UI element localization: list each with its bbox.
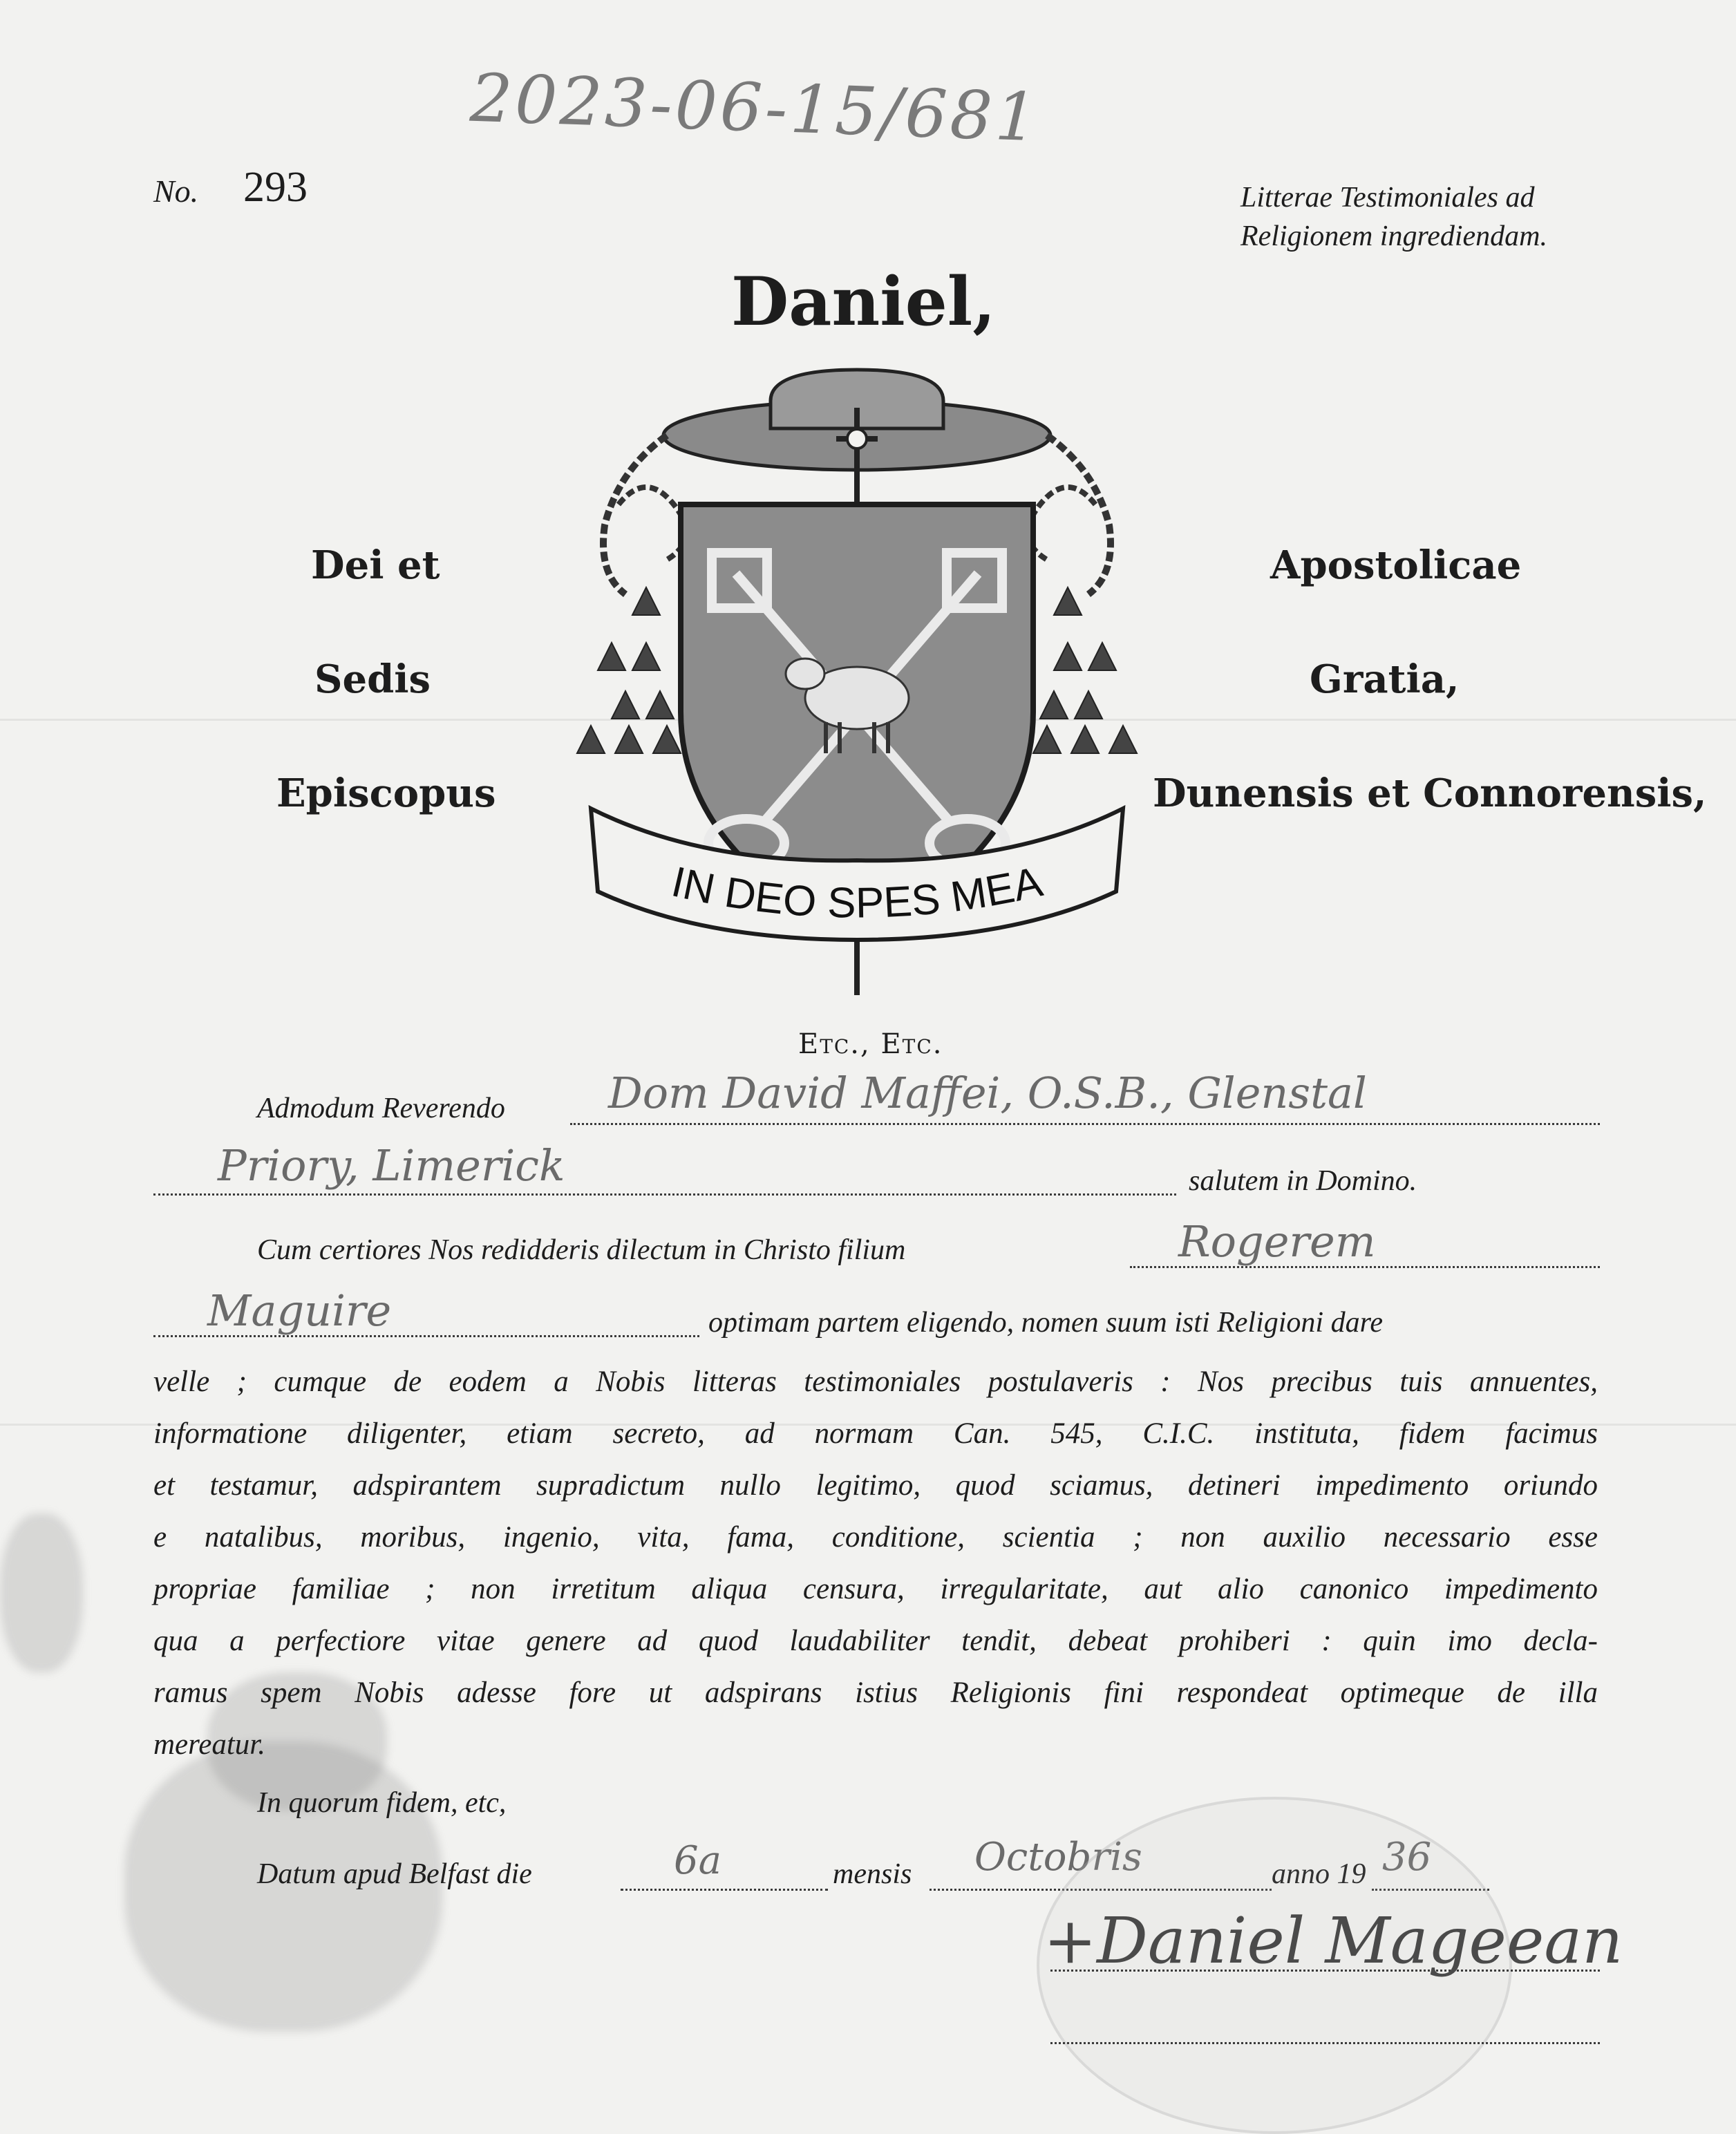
body-line: ramus spem Nobis adesse fore ut adspirans istius Religionis fini respondeat optimeque de illa [153, 1677, 1598, 1709]
motto: IN DEO SPES MEA [667, 858, 1047, 927]
number-label: No. [153, 173, 199, 209]
addressee-location: Priory, Limerick [218, 1140, 565, 1191]
clause-continuation: optimam partem eligendo, nomen suum isti Religioni dare [708, 1307, 1384, 1339]
body-line: mereatur. [153, 1728, 266, 1761]
archive-number: 2023-06-15/681 [469, 59, 1041, 157]
dating-month: Octobris [974, 1835, 1142, 1880]
dating-day: 6a [674, 1838, 722, 1883]
page-title: Daniel, [731, 263, 996, 341]
addressee-label: Admodum Reverendo [257, 1093, 505, 1124]
addressee-name: Dom David Maffei, O.S.B., Glenstal [608, 1068, 1367, 1118]
body-line: qua a perfectiore vitae genere ad quod laudabiliter tendit, debeat prohiberi : quin imo decla- [153, 1625, 1598, 1657]
dating-label-die: Datum apud Belfast die [257, 1858, 532, 1890]
coat-of-arms-icon [563, 366, 1151, 1002]
body-line: propriae familiae ; non irretitum aliqua censura, irregularitate, aut alio canonico impedimento [153, 1573, 1598, 1605]
dating-label-mensis: mensis [833, 1858, 912, 1890]
fill-line [153, 1193, 1176, 1196]
etc-line: Etc., Etc. [798, 1028, 943, 1060]
side-text-left: Dei et [311, 542, 440, 588]
body-line: e natalibus, moribus, ingenio, vita, fama, conditione, scientia ; non auxilio necessario esse [153, 1521, 1598, 1554]
side-text-left: Sedis [314, 657, 431, 702]
side-text-left: Episcopus [276, 771, 496, 816]
side-text-right: Gratia, [1310, 657, 1460, 702]
document-type-line: Religionem ingrediendam. [1240, 220, 1548, 252]
closing-formula: In quorum fidem, etc, [257, 1787, 507, 1819]
dating-year: 36 [1382, 1835, 1432, 1880]
body-paragraph [153, 1356, 1598, 1771]
fill-line [621, 1889, 828, 1891]
dating-label-anno: anno 19 [1272, 1858, 1366, 1890]
signature: +Daniel Mageean [1044, 1904, 1623, 1978]
side-text-right: Dunensis et Connorensis, [1153, 771, 1707, 816]
body-line: et testamur, adspirantem supradictum nullo legitimo, quod sciamus, detineri impedimento oriundo [153, 1469, 1598, 1502]
clause-lead: Cum certiores Nos redidderis dilectum in Christo filium [257, 1234, 906, 1266]
body-line: informatione diligenter, etiam secreto, ad normam Can. 545, C.I.C. instituta, fidem facimus [153, 1417, 1598, 1450]
stain [0, 1513, 83, 1672]
number-value: 293 [243, 164, 308, 211]
son-last-name: Maguire [207, 1285, 392, 1336]
son-first-name: Rogerem [1178, 1216, 1376, 1267]
side-text-right: Apostolicae [1270, 542, 1522, 588]
document-type [1240, 178, 1547, 256]
body-line: velle ; cumque de eodem a Nobis litteras testimoniales postulaveris : Nos precibus tuis annuentes, [153, 1366, 1598, 1398]
greeting: salutem in Domino. [1189, 1165, 1417, 1197]
document-type-line: Litterae Testimoniales ad [1240, 182, 1535, 214]
fill-line [1050, 2042, 1600, 2044]
fill-line [570, 1123, 1600, 1125]
